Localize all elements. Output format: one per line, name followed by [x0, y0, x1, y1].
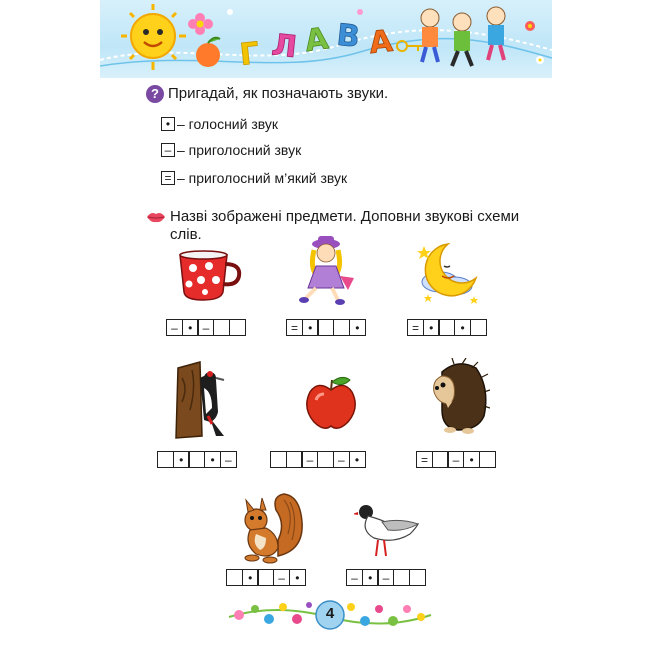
scheme-cell: •: [173, 451, 190, 468]
scheme-cell: =: [407, 319, 424, 336]
scheme-cell: [317, 319, 334, 336]
scheme-cell: •: [289, 569, 306, 586]
scheme-cell: •: [349, 319, 366, 336]
legend-vowel: [161, 116, 278, 132]
kids-icon: [421, 7, 505, 66]
scheme-cell: –: [333, 451, 350, 468]
scheme-cell: [226, 569, 243, 586]
scheme-cell: =: [286, 319, 303, 336]
legend-symbol-consonant: –: [161, 143, 175, 157]
question-icon: ?: [146, 85, 164, 103]
scheme-cell: •: [242, 569, 259, 586]
seagull-icon: [354, 500, 420, 560]
scheme-cell: [409, 569, 426, 586]
lips-icon: [146, 210, 166, 224]
moon-icon: [414, 238, 484, 304]
scheme-cell: [432, 451, 449, 468]
scheme-cell: –: [273, 569, 290, 586]
title-letter-5: А: [367, 23, 395, 62]
cup-icon: [175, 250, 245, 305]
header-banner: [100, 0, 552, 78]
scheme-cell: [438, 319, 455, 336]
scheme-cell: [470, 319, 487, 336]
scheme-cell: –: [197, 319, 214, 336]
legend-symbol-vowel: •: [161, 117, 175, 131]
scheme-cell: •: [423, 319, 440, 336]
scheme-cell: [188, 451, 205, 468]
legend-soft-consonant: [161, 170, 347, 186]
scheme-cell: [270, 451, 287, 468]
scheme-cell: [286, 451, 303, 468]
scheme-cell: [229, 319, 246, 336]
section1-instruction: [146, 85, 388, 103]
peach-icon: [196, 38, 220, 67]
scheme-cell: [333, 319, 350, 336]
title-letter-2: Л: [270, 27, 299, 66]
title-letter-4: В: [335, 17, 362, 55]
scheme-cell: [479, 451, 496, 468]
section2-text-line2: слів.: [170, 226, 202, 243]
scheme-cell: •: [204, 451, 221, 468]
scheme-moon: [407, 319, 487, 336]
page-number: 4: [325, 605, 335, 622]
legend-label-soft-consonant: – приголосний м’який звук: [177, 170, 348, 186]
scheme-cell: –: [220, 451, 237, 468]
scheme-cell: [317, 451, 334, 468]
scheme-doll: [286, 319, 366, 336]
scheme-cup: [166, 319, 246, 336]
title-letter-1: Г: [238, 36, 261, 73]
scheme-cell: •: [454, 319, 471, 336]
scheme-hedgehog: [416, 451, 496, 468]
title-letter-3: А: [302, 21, 331, 60]
scheme-cell: •: [302, 319, 319, 336]
scheme-cell: –: [346, 569, 363, 586]
legend-label-vowel: – голосний звук: [177, 116, 279, 132]
header-art: [100, 0, 552, 78]
scheme-squirrel: [226, 569, 306, 586]
scheme-cell: [257, 569, 274, 586]
scheme-cell: [393, 569, 410, 586]
scheme-woodpecker: [157, 451, 237, 468]
scheme-cell: –: [447, 451, 464, 468]
footer-ornament: [225, 593, 435, 637]
scheme-cell: –: [301, 451, 318, 468]
section2-text-line1: Назві зображені предмети. Доповни звукові схеми: [170, 208, 520, 225]
scheme-cell: •: [349, 451, 366, 468]
scheme-cell: •: [463, 451, 480, 468]
apple-icon: [302, 374, 360, 432]
scheme-cell: •: [362, 569, 379, 586]
scheme-cell: –: [166, 319, 183, 336]
section1-text: Пригадай, як позначають звуки.: [168, 85, 389, 102]
hedgehog-icon: [428, 358, 490, 436]
squirrel-icon: [238, 490, 308, 566]
woodpecker-icon: [172, 358, 232, 440]
legend-label-consonant: – приголосний звук: [177, 142, 302, 158]
scheme-cell: =: [416, 451, 433, 468]
legend-consonant: [161, 142, 301, 158]
scheme-seagull: [346, 569, 426, 586]
scheme-cell: •: [182, 319, 199, 336]
scheme-cell: [213, 319, 230, 336]
doll-icon: [296, 236, 358, 306]
scheme-apple: [270, 451, 366, 468]
flower-icon: [188, 13, 213, 35]
scheme-cell: [157, 451, 174, 468]
scheme-cell: –: [377, 569, 394, 586]
legend-symbol-soft-consonant: =: [161, 171, 175, 185]
